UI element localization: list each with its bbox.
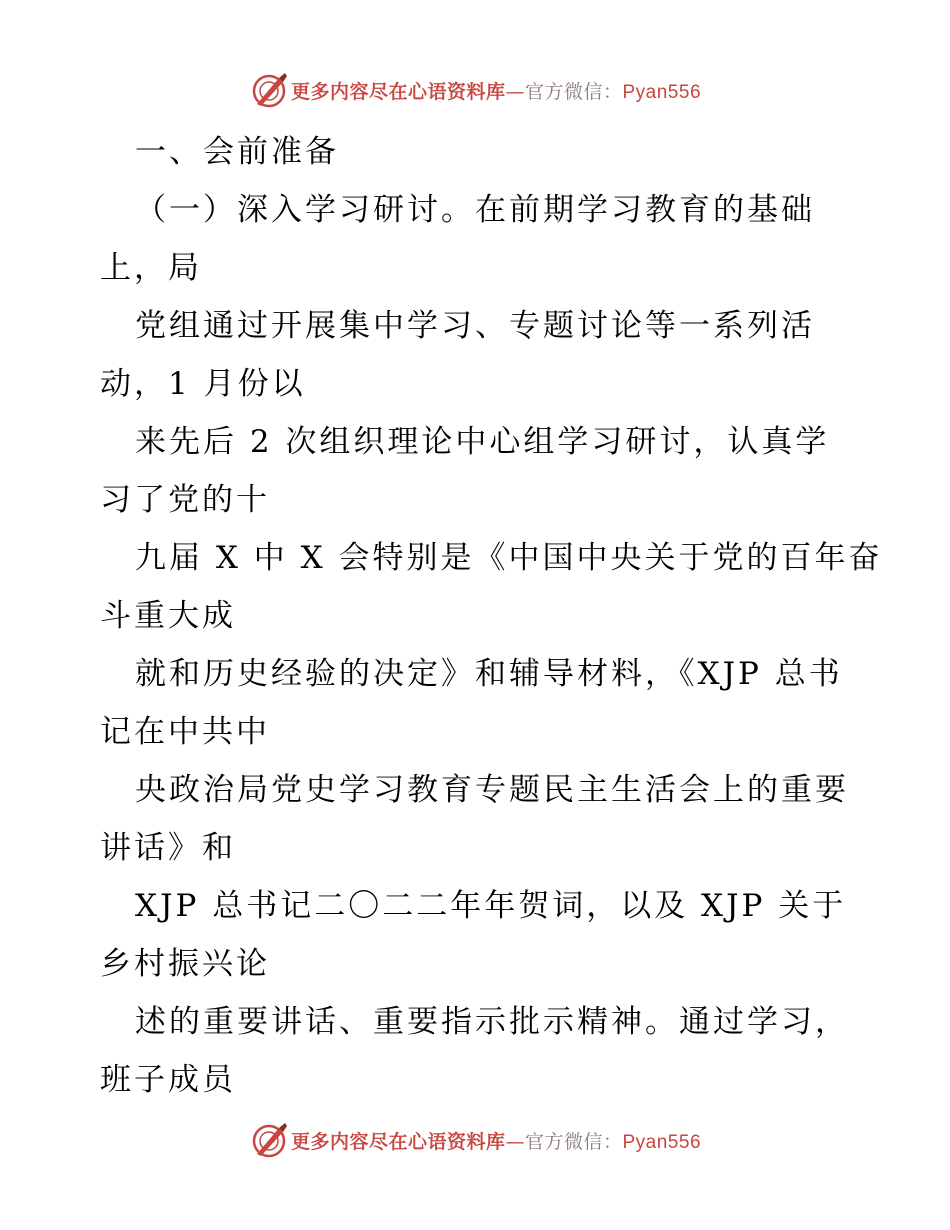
paragraph-line: 记在中共中 [100,714,270,750]
paragraph-line: 述的重要讲话、重要指示批示精神。通过学习， [135,1004,849,1040]
banner-title: 更多内容尽在心语资料库 [290,1130,506,1153]
footer-banner [0,1118,950,1162]
paragraph-line: 央政治局党史学习教育专题民主生活会上的重要 [135,772,849,808]
heading-preparation: 一、会前准备 [135,134,339,170]
paragraph-line: 斗重大成 [100,598,236,634]
paragraph-line: 就和历史经验的决定》和辅导材料，《XJP 总书 [135,656,843,692]
banner-separator: — [505,1130,525,1153]
paragraph-line: 习了党的十 [100,482,270,518]
banner-text [291,77,701,104]
paragraph-line: 党组通过开展集中学习、专题讨论等一系列活 [135,308,815,344]
pen-logo-icon [249,70,289,110]
paragraph-line: 讲话》和 [100,830,236,866]
paragraph-line: 乡村振兴论 [100,946,270,982]
paragraph-line: （一）深入学习研讨。在前期学习教育的基础 [135,192,815,228]
paragraph-line: 班子成员 [100,1062,236,1098]
banner-wechat-id: Pyan556 [622,81,702,103]
banner-label: 官方微信： [524,1130,623,1153]
banner-text [291,1127,701,1154]
paragraph-line: 来先后 2 次组织理论中心组学习研讨，认真学 [135,424,830,460]
paragraph-line: XJP 总书记二〇二二年年贺词，以及 XJP 关于 [135,888,847,924]
header-banner [0,68,950,112]
banner-wechat-id: Pyan556 [622,1131,702,1153]
pen-logo-icon [249,1120,289,1160]
paragraph-line: 动，1 月份以 [100,366,306,402]
banner-label: 官方微信： [524,80,623,103]
banner-title: 更多内容尽在心语资料库 [290,80,506,103]
document-body [100,123,883,1109]
banner-separator: — [505,80,525,103]
paragraph-line: 上，局 [100,250,202,286]
paragraph-line: 九届 X 中 X 会特别是《中国中央关于党的百年奋 [135,540,883,576]
